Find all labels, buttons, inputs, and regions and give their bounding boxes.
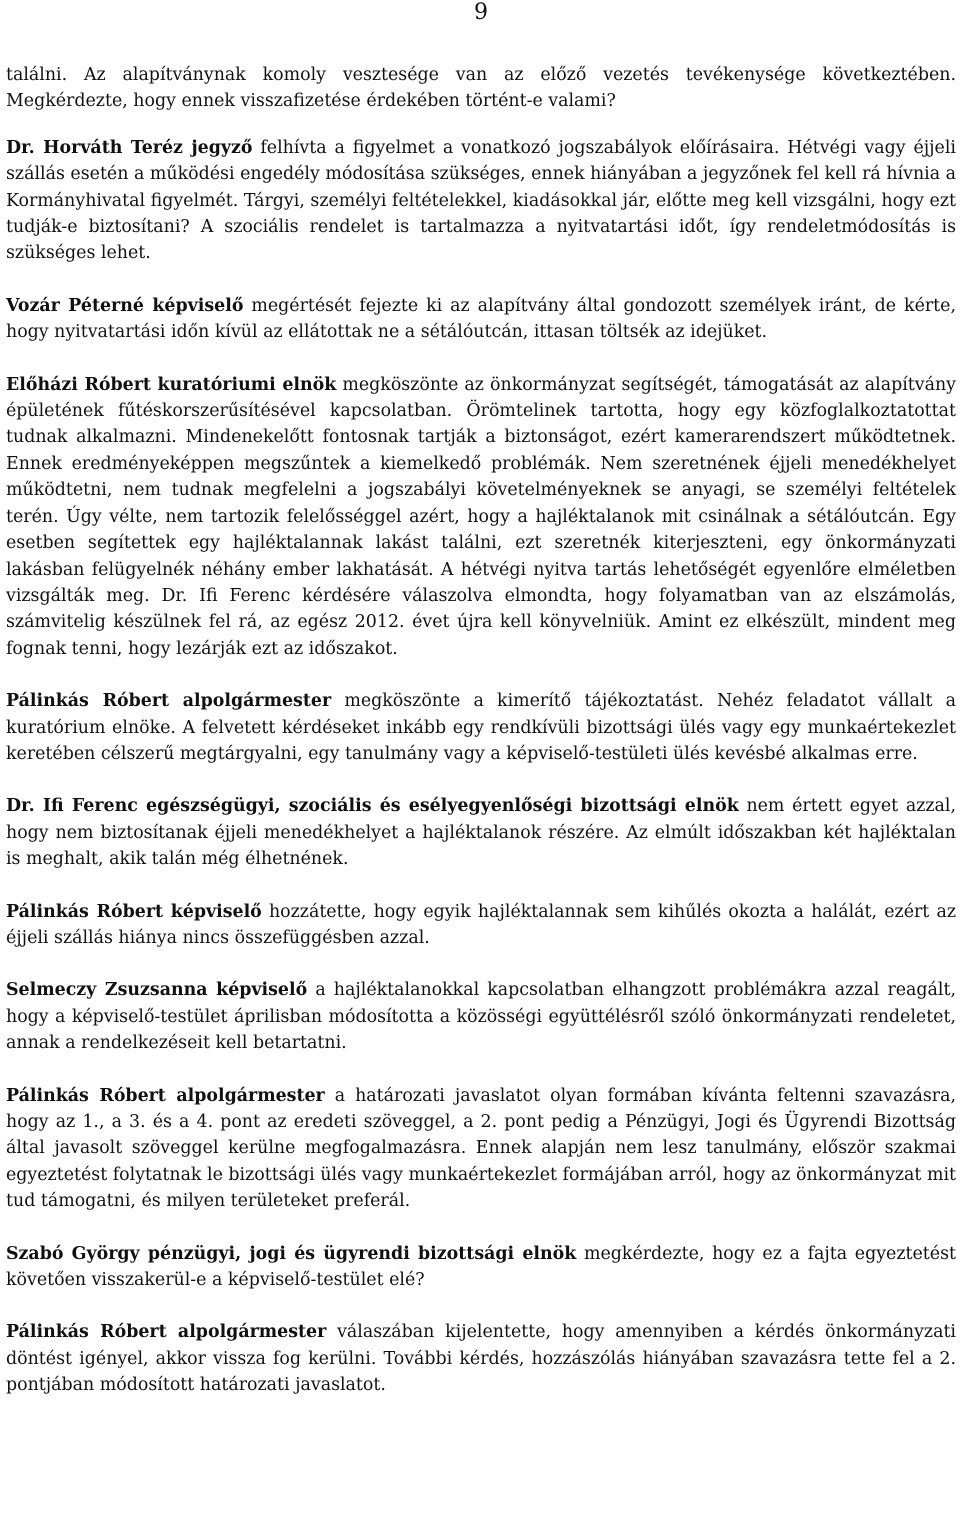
- paragraph-2: [6, 135, 956, 267]
- speaker-name: Dr. Ifi Ferenc egészségügyi, szociális és esélyegyenlőségi bizottsági elnök: [6, 796, 739, 817]
- paragraph-text: megértését fejezte ki az alapítvány által gondozott személyek iránt, de kérte, hogy nyitvatartási időn kívül az ellátottak ne a sétálóutcán, ittasan töltsék az idejüket.: [6, 295, 956, 343]
- document-body: [6, 62, 956, 1399]
- speaker-name: Pálinkás Róbert képviselő: [6, 901, 262, 922]
- speaker-name: Dr. Horváth Teréz jegyző: [6, 137, 253, 158]
- paragraph-text: megkérdezte, hogy ez a fajta egyeztetést követően visszakerül-e a képviselő-testület elé?: [6, 1243, 956, 1291]
- paragraph-text: megköszönte az önkormányzat segítségét, támogatását az alapítvány épületének fűtéskorszerűsítésével kapcsolatban. Örömtelinek tartotta, hogy egy közfoglalkoztatottat tudnak alkalmazni. Mindenekelőtt fontosnak tartják a biztonságot, ezért kamerarendszert működtetnek. Ennek eredményeképpen megszűntek a kiemelkedő problémák. Nem szeretnének éjjeli menedékhelyet működtetni, nem tudnak megfelelni a jogszabályi követelményeknek se anyagi, se személyi feltételek terén. Úgy vélte, nem tartozik felelősséggel azért, hogy a hajléktalanok mit csinálnak a sétálóutcán. Egy esetben segítettek egy hajléktalannak lakást találni, ezt szeretnék kiterjeszteni, egy önkormányzati lakásban felügyelnék néhány ember lakhatását. A hétvégi nyitva tartás lehetőségét egyenlőre elméletben vizsgálták meg. Dr. Ifi Ferenc kérdésére válaszolva elmondta, hogy folyamatban van az elszámolás, számvitelig készülnek fel rá, az egész 2012. évet újra kell könyvelniük. Amint ez elkészült, mindent meg fognak tenni, hogy lezárják ezt az időszakot.: [6, 374, 956, 659]
- speaker-name: Pálinkás Róbert alpolgármester: [6, 691, 332, 712]
- speaker-name: Vozár Péterné képviselő: [6, 295, 244, 316]
- paragraph-4: [6, 372, 956, 662]
- speaker-name: Szabó György pénzügyi, jogi és ügyrendi bizottsági elnök: [6, 1243, 577, 1264]
- paragraph-11: [6, 1319, 956, 1398]
- paragraph-10: [6, 1241, 956, 1294]
- paragraph-text: nem értett egyet azzal, hogy nem biztosítanak éjjeli menedékhelyet a hajléktalanok részére. Az elmúlt időszakban két hajléktalan is meghalt, akik talán még élhetnének.: [6, 796, 957, 870]
- paragraph-text: hozzátette, hogy egyik hajléktalannak sem kihűlés okozta a halálát, ezért az éjjeli szállás hiánya nincs összefüggésben azzal.: [6, 901, 956, 948]
- speaker-name: Előházi Róbert kuratóriumi elnök: [6, 374, 337, 395]
- paragraph-text: a hajléktalanokkal kapcsolatban elhangzott problémákra azzal reagált, hogy a képviselő-testület áprilisban módosította a közösségi együttélésről szóló önkormányzati rendeletet, annak a rendelkezéseit kell betartatni.: [6, 980, 956, 1054]
- paragraph-5: [6, 688, 956, 767]
- speaker-name: Selmeczy Zsuzsanna képviselő: [6, 980, 308, 1001]
- paragraph-text: a határozati javaslatot olyan formában kívánta feltenni szavazásra, hogy az 1., a 3. és a 4. pont az eredeti szöveggel, a 2. pont pedig a Pénzügyi, Jogi és Ügyrendi Bizottság által javasolt szöveggel kerülne megfogalmazásra. Ennek alapján nem lesz tanulmány, először szakmai egyeztetést folytatnak le bizottsági ülés vagy munkaértekezlet formájában arról, hogy az önkormányzat mit tud támogatni, és milyen területeket preferál.: [6, 1085, 956, 1212]
- paragraph-8: [6, 977, 956, 1056]
- speaker-name: Pálinkás Róbert alpolgármester: [6, 1322, 327, 1343]
- paragraph-text: felhívta a figyelmet a vonatkozó jogszabályok előírásaira. Hétvégi vagy éjjeli szállás esetén a működési engedély módosítása szükséges, ennek hiányában a jegyzőnek fel kell rá hívnia a Kormányhivatal figyelmét. Tárgyi, személyi feltételekkel, kiadásokkal jár, előtte meg kell vizsgálni, hogy ezt tudják-e biztosítani? A szociális rendelet is tartalmazza a nyitvatartási időt, így rendeletmódosítás is szükséges lehet.: [6, 137, 956, 264]
- page-number: 9: [474, 0, 488, 25]
- paragraph-text: válaszában kijelentette, hogy amennyiben a kérdés önkormányzati döntést igényel, akkor vissza fog kerülni. További kérdés, hozzászólás hiányában szavazásra tette fel a 2. pontjában módosított határozati javaslatot.: [6, 1322, 956, 1396]
- paragraph-text: megköszönte a kimerítő tájékoztatást. Nehéz feladatot vállalt a kuratórium elnöke. A felvetett kérdéseket inkább egy rendkívüli bizottsági ülés vagy egy munkaértekezlet keretében célszerű megtárgyalni, egy tanulmány vagy a képviselő-testületi ülés kevésbé alkalmas erre.: [6, 691, 956, 764]
- paragraph-6: [6, 793, 956, 872]
- paragraph-3: [6, 293, 956, 346]
- paragraph-7: [6, 899, 956, 952]
- speaker-name: Pálinkás Róbert alpolgármester: [6, 1085, 325, 1106]
- paragraph-9: [6, 1083, 956, 1215]
- paragraph-text: találni. Az alapítványnak komoly vesztesége van az előző vezetés tevékenysége következtében. Megkérdezte, hogy ennek visszafizetése érdekében történt-e valami?: [6, 65, 956, 112]
- paragraph-1: [6, 62, 956, 115]
